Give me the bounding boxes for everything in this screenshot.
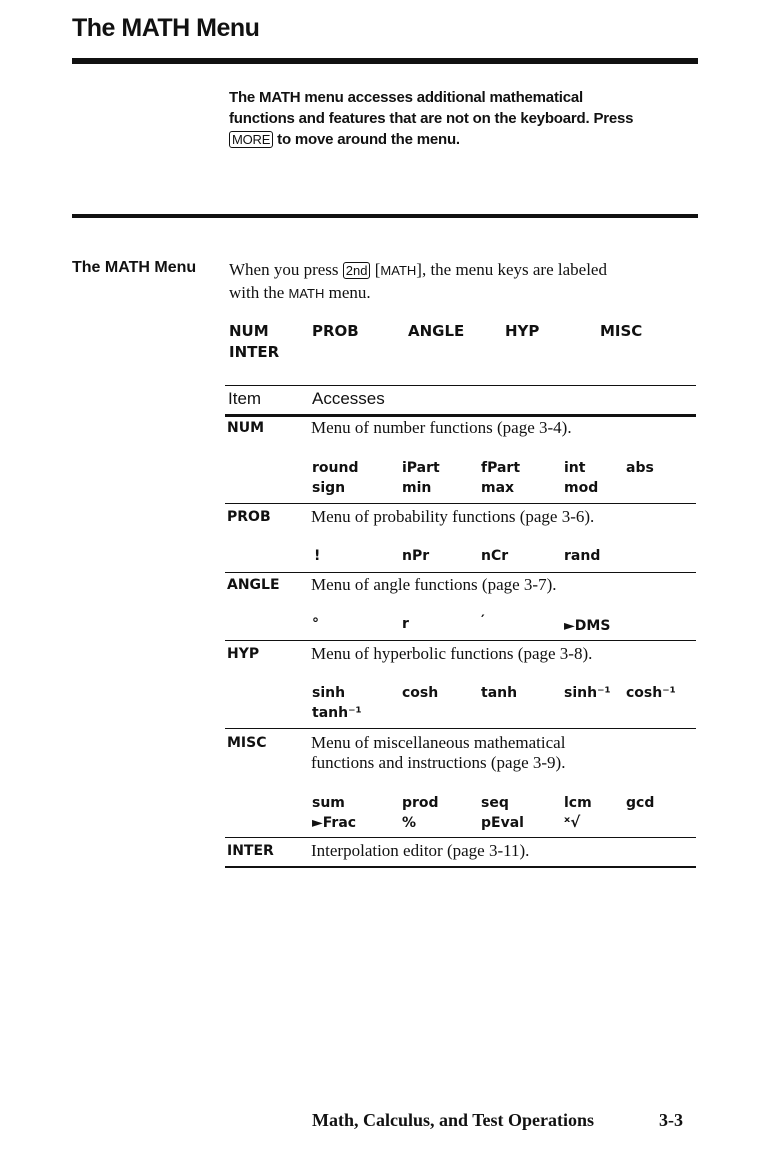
intro-line-1: The MATH menu accesses additional mathematical [229, 89, 583, 106]
menu-label-prob: PROB [312, 322, 359, 340]
para-text-3: with the [229, 283, 285, 302]
sub-npr: nPr [402, 548, 430, 564]
intro-line-2: functions and features that are not on the keyboard. Press [229, 110, 634, 127]
desc-hyp: Menu of hyperbolic functions (page 3-8). [311, 644, 593, 663]
sub-peval: pEval [481, 815, 524, 831]
desc-misc-1: Menu of miscellaneous mathematical [311, 733, 566, 752]
more-key: MORE [229, 131, 273, 148]
menu-label-angle: ANGLE [408, 322, 465, 340]
item-misc: MISC [227, 735, 267, 751]
sub-fpart: fPart [481, 460, 521, 476]
intro-line-3-text: to move around the menu. [277, 131, 460, 148]
menu-label-misc: MISC [600, 322, 643, 340]
2nd-key: 2nd [343, 262, 371, 279]
sub-dms: ►DMS [564, 618, 611, 634]
row-separator [225, 503, 696, 504]
desc-angle: Menu of angle functions (page 3-7). [311, 575, 557, 594]
sub-cosh: cosh [402, 685, 439, 701]
row-separator [225, 640, 696, 641]
para-text-4: menu. [328, 283, 371, 302]
desc-inter: Interpolation editor (page 3-11). [311, 841, 530, 860]
sub-radian: r [402, 616, 409, 632]
sub-minute: ′ [481, 613, 485, 629]
sub-min: min [402, 480, 432, 496]
title-rule [72, 58, 698, 64]
table-header-rule [225, 414, 696, 417]
sub-percent: % [402, 815, 417, 831]
table-bottom-rule [225, 866, 696, 868]
sub-cosh-inverse: cosh⁻¹ [626, 685, 676, 701]
desc-prob: Menu of probability functions (page 3-6). [311, 507, 595, 526]
sub-abs: abs [626, 460, 654, 476]
sub-factorial: ! [314, 548, 321, 564]
side-heading: The MATH Menu [72, 259, 197, 276]
sub-tanh-inverse: tanh⁻¹ [312, 705, 362, 721]
sub-lcm: lcm [564, 795, 592, 811]
sub-max: max [481, 480, 515, 496]
bracket-open: [ [374, 260, 381, 279]
sub-xroot: ˣ√ [564, 813, 581, 831]
sub-int: int [564, 460, 586, 476]
row-separator [225, 572, 696, 573]
sub-ncr: nCr [481, 548, 509, 564]
paragraph-line-1 [229, 259, 699, 282]
row-separator [225, 728, 696, 729]
sub-seq: seq [481, 795, 509, 811]
section-rule [72, 214, 698, 218]
math-label-2: MATH [288, 286, 325, 301]
intro-line-3 [229, 129, 699, 150]
intro-text [229, 87, 699, 150]
para-text-1: When you press [229, 260, 339, 279]
sub-degree: ° [312, 616, 319, 632]
table-top-rule [225, 385, 696, 386]
sub-round: round [312, 460, 359, 476]
item-prob: PROB [227, 509, 271, 525]
item-inter: INTER [227, 843, 274, 859]
menu-label-hyp: HYP [505, 322, 540, 340]
para-text-2: ], the menu keys are labeled [416, 260, 607, 279]
item-num: NUM [227, 420, 265, 436]
menu-label-inter: INTER [229, 343, 280, 361]
header-accesses: Accesses [312, 389, 385, 408]
row-separator [225, 837, 696, 838]
desc-num: Menu of number functions (page 3-4). [311, 418, 572, 437]
intro-paragraph [229, 259, 699, 305]
sub-sinh: sinh [312, 685, 346, 701]
footer-section-title: Math, Calculus, and Test Operations [312, 1110, 595, 1130]
sub-prod: prod [402, 795, 439, 811]
sub-mod: mod [564, 480, 599, 496]
item-hyp: HYP [227, 646, 260, 662]
math-label: MATH [380, 263, 417, 278]
sub-frac: ►Frac [312, 815, 357, 831]
menu-label-num: NUM [229, 322, 269, 340]
sub-gcd: gcd [626, 795, 655, 811]
page-title: The MATH Menu [72, 14, 260, 42]
sub-sum: sum [312, 795, 345, 811]
header-item: Item [228, 389, 262, 408]
desc-misc-2: functions and instructions (page 3-9). [311, 753, 566, 772]
item-angle: ANGLE [227, 577, 280, 593]
sub-ipart: iPart [402, 460, 440, 476]
sub-sinh-inverse: sinh⁻¹ [564, 685, 611, 701]
sub-tanh: tanh [481, 685, 518, 701]
footer-page-number: 3-3 [659, 1110, 683, 1130]
paragraph-line-2 [229, 282, 699, 305]
sub-rand: rand [564, 548, 601, 564]
sub-sign: sign [312, 480, 346, 496]
